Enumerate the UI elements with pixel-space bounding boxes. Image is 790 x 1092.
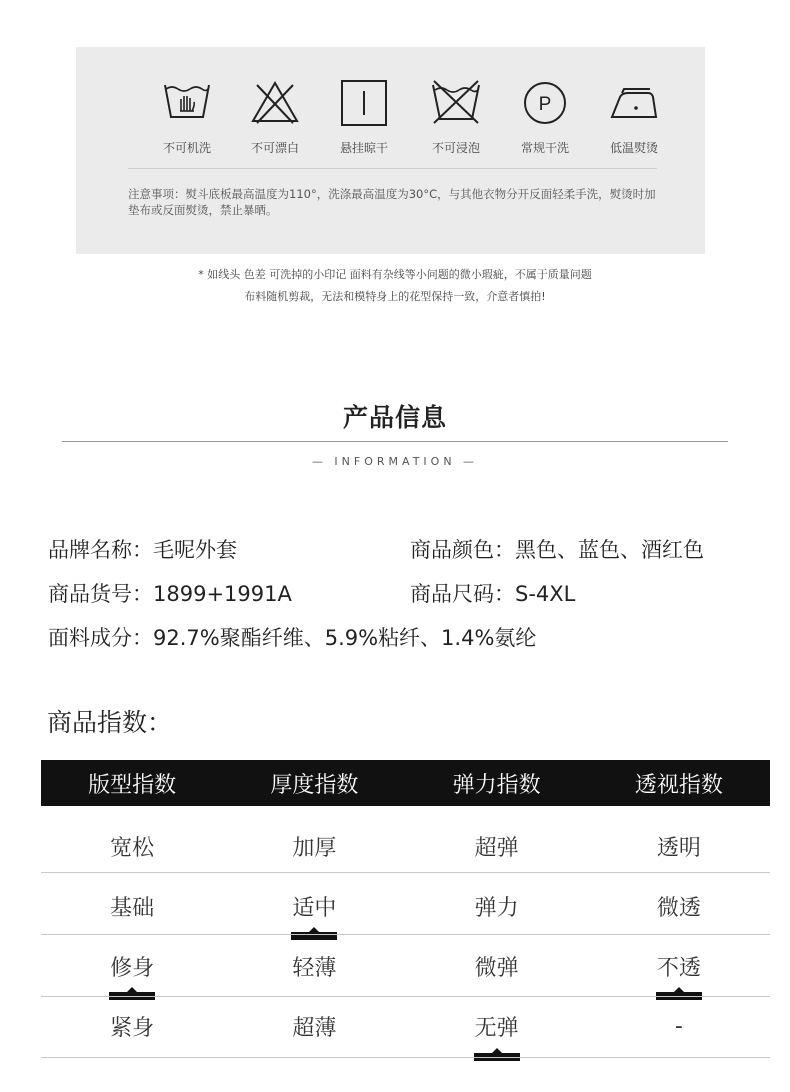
index-cell	[406, 936, 588, 997]
index-cell-text: 加厚	[292, 836, 337, 861]
index-cell-text: 修身	[110, 956, 155, 981]
index-title: 商品指数：	[47, 708, 173, 737]
row-divider	[41, 1057, 770, 1058]
info-color	[410, 534, 704, 564]
index-cell-text: 紧身	[110, 1016, 155, 1041]
header-fit-index: 版型指数	[88, 772, 177, 798]
index-cell-text: 宽松	[110, 836, 155, 861]
index-cell-text: 弹力	[474, 896, 519, 921]
index-cell	[406, 876, 588, 937]
index-cell-text: 超弹	[474, 836, 519, 861]
info-brand-key: 品牌名称：	[48, 538, 153, 562]
info-size-value: S-4XL	[515, 582, 576, 606]
care-label: 不可机洗	[162, 141, 211, 155]
dry-clean-letter: P	[538, 94, 552, 115]
disclaimer-line-1: * 如线头 色差 可洗掉的小印记 面料有杂线等小问题的微小瑕疵，不属于质量问题	[198, 268, 592, 281]
index-cell	[588, 816, 770, 877]
index-cell	[41, 876, 223, 937]
section-title: 产品信息	[342, 403, 447, 432]
index-cell	[41, 996, 223, 1057]
index-cell-text: -	[674, 1014, 683, 1039]
title-divider	[62, 441, 728, 442]
index-cell	[588, 996, 770, 1057]
section-subtitle: — INFORMATION —	[311, 455, 479, 468]
care-item-no-bleach	[229, 77, 321, 156]
index-cell-text: 无弹	[474, 1016, 519, 1041]
index-cell	[223, 996, 405, 1057]
header-elasticity-index: 弹力指数	[452, 772, 541, 798]
dry-clean-icon	[519, 77, 571, 129]
index-cell	[223, 936, 405, 997]
index-cell	[223, 876, 405, 937]
row-divider	[41, 872, 770, 873]
hang-dry-icon	[338, 77, 390, 129]
care-label: 悬挂晾干	[339, 141, 388, 155]
care-label: 不可浸泡	[431, 141, 480, 155]
care-label: 低温熨烫	[609, 141, 658, 155]
info-brand	[48, 534, 237, 564]
index-cell	[41, 936, 223, 997]
care-item-no-soak	[410, 77, 502, 156]
info-color-key: 商品颜色：	[410, 538, 515, 562]
info-fabric-key: 面料成分：	[48, 626, 153, 650]
index-table-header	[41, 760, 770, 806]
care-item-no-machine-wash	[141, 77, 233, 156]
index-row	[41, 876, 770, 937]
low-iron-icon	[608, 77, 660, 129]
info-fabric-value: 92.7%聚酯纤维、5.9%粘纤、1.4%氨纶	[153, 626, 537, 650]
index-cell	[588, 936, 770, 997]
index-cell-text: 基础	[110, 896, 155, 921]
index-cell	[588, 876, 770, 937]
index-cell	[406, 816, 588, 877]
care-label: 不可漂白	[250, 141, 299, 155]
care-divider	[128, 168, 657, 169]
index-cell-text: 适中	[292, 896, 337, 921]
info-size-key: 商品尺码：	[410, 582, 515, 606]
row-divider	[41, 934, 770, 935]
info-color-value: 黑色、蓝色、酒红色	[515, 538, 704, 562]
index-cell-text: 不透	[656, 956, 701, 981]
info-sku-key: 商品货号：	[48, 582, 153, 606]
index-cell	[223, 816, 405, 877]
index-cell	[406, 996, 588, 1057]
care-note: 注意事项：熨斗底板最高温度为110°，洗涤最高温度为30°C，与其他衣物分开反面轻柔手洗，熨烫时加垫布或反面熨烫，禁止暴晒。	[128, 187, 656, 217]
disclaimer-line-2: 布料随机剪裁，无法和模特身上的花型保持一致，介意者慎拍!	[244, 290, 546, 303]
care-item-low-iron	[588, 77, 680, 156]
no-soak-icon	[430, 77, 482, 129]
index-cell-text: 透明	[656, 836, 701, 861]
header-transparency-index: 透视指数	[634, 772, 723, 798]
header-thickness-index: 厚度指数	[270, 772, 359, 798]
index-cell-text: 轻薄	[292, 956, 337, 981]
info-size	[410, 578, 575, 608]
index-row	[41, 996, 770, 1057]
no-bleach-icon	[249, 77, 301, 129]
index-cell-text: 超薄	[292, 1016, 337, 1041]
care-icons-row	[76, 77, 705, 177]
care-instructions-panel	[76, 47, 705, 254]
index-cell-text: 微透	[656, 896, 701, 921]
no-machine-wash-icon	[161, 77, 213, 129]
care-item-hang-dry	[318, 77, 410, 156]
info-brand-value: 毛呢外套	[153, 538, 237, 562]
care-label: 常规干洗	[520, 141, 569, 155]
info-sku	[48, 578, 292, 608]
info-sku-value: 1899+1991A	[153, 582, 292, 606]
index-cell	[41, 816, 223, 877]
index-row	[41, 936, 770, 997]
info-fabric	[48, 622, 536, 652]
index-row	[41, 816, 770, 877]
care-item-dry-clean	[499, 77, 591, 156]
index-cell-text: 微弹	[474, 956, 519, 981]
